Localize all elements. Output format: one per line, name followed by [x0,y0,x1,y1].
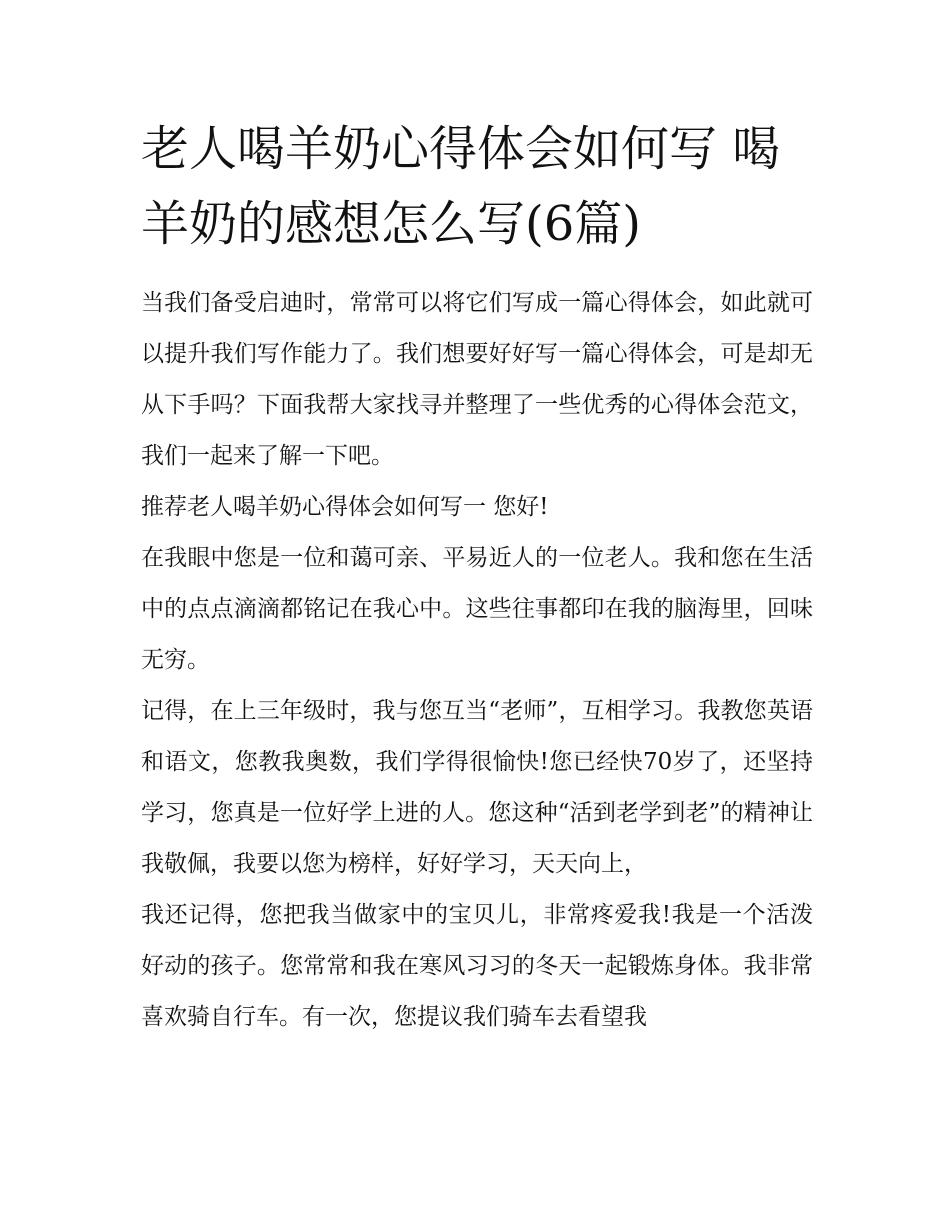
paragraph-impression: 在我眼中您是一位和蔼可亲、平易近人的一位老人。我和您在生活中的点点滴滴都铭记在我心中。这些往事都印在我的脑海里，回味无穷。 [141,545,813,673]
paragraph-exercise-memory: 我还记得，您把我当做家中的宝贝儿，非常疼爱我!我是一个活泼好动的孩子。您常常和我在寒风习习的冬天一起锻炼身体。我非常喜欢骑自行车。有一次，您提议我们骑车去看望我 [141,902,813,1030]
document-title: 老人喝羊奶心得体会如何写 喝羊奶的感想怎么写(6篇) [141,121,781,252]
paragraph-study-memory: 记得，在上三年级时，我与您互当“老师”，互相学习。我教您英语和语文，您教我奥数，我们学得很愉快!您已经快70岁了，还坚持学习，您真是一位好学上进的人。您这种“活到老学到老”的精神让我敬佩，我要以您为榜样，好好学习，天天向上， [141,698,813,877]
document-content [141,112,813,1043]
paragraph-greeting: 推荐老人喝羊奶心得体会如何写一 您好! [141,494,549,520]
document-body [141,278,813,1043]
paragraph-intro: 当我们备受启迪时，常常可以将它们写成一篇心得体会，如此就可以提升我们写作能力了。我们想要好好写一篇心得体会，可是却无从下手吗？下面我帮大家找寻并整理了一些优秀的心得体会范文，我们一起来了解一下吧。 [141,290,813,469]
